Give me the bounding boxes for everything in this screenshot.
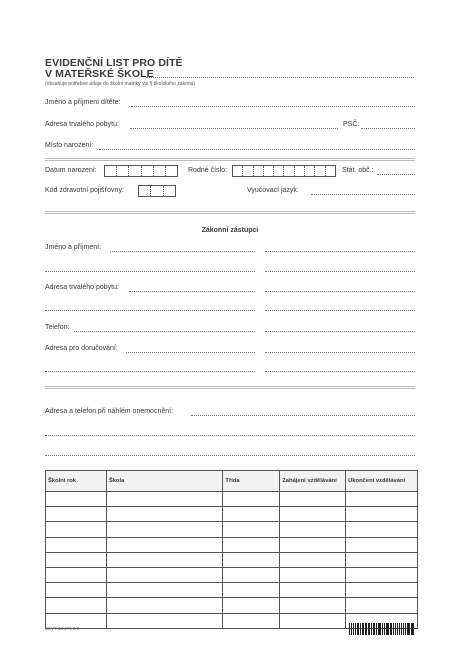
birthnumber-boxes[interactable] (232, 165, 336, 177)
table-cell[interactable] (346, 567, 418, 582)
language-label: Vyučovací jazyk: (247, 187, 299, 194)
barcode-bar (382, 623, 383, 635)
barcode-bar (393, 623, 394, 635)
insurance-label: Kód zdravotní pojišťovny: (45, 187, 124, 194)
barcode-bar (351, 623, 353, 635)
table-cell[interactable] (346, 552, 418, 567)
table-cell[interactable] (223, 537, 280, 552)
table-cell[interactable] (346, 492, 418, 507)
table-row (46, 567, 418, 582)
guardian2-delivery-field-2[interactable] (265, 371, 415, 372)
barcode-bar (401, 623, 402, 635)
barcode-icon (349, 623, 415, 635)
table-cell[interactable] (223, 583, 280, 598)
barcode-bar (412, 623, 414, 635)
guardian1-phone-field[interactable] (74, 331, 255, 332)
barcode-bar (355, 623, 356, 635)
col-school-year: Školní rok (46, 471, 107, 492)
table-cell[interactable] (346, 598, 418, 613)
barcode-bar (366, 623, 367, 635)
table-cell[interactable] (280, 522, 346, 537)
guardian2-address-field[interactable] (265, 291, 415, 292)
language-field[interactable] (311, 194, 415, 195)
birthdate-boxes[interactable] (104, 165, 178, 177)
child-address-label: Adresa trvalého pobytu: (45, 121, 119, 128)
barcode-bar (384, 623, 385, 635)
psc-field[interactable] (361, 128, 415, 129)
birthdate-label: Datum narození: (45, 167, 97, 174)
table-cell[interactable] (46, 537, 107, 552)
table-cell[interactable] (280, 567, 346, 582)
table-cell[interactable] (346, 583, 418, 598)
col-school: Škola (106, 471, 223, 492)
table-cell[interactable] (46, 567, 107, 582)
table-body (46, 492, 418, 629)
birthnumber-label: Rodné číslo: (188, 167, 227, 174)
table-cell[interactable] (346, 522, 418, 537)
citizenship-label: Stát. obč.: (342, 167, 374, 174)
title-dotted-line (146, 77, 414, 78)
table-cell[interactable] (46, 552, 107, 567)
barcode-bar (379, 623, 381, 635)
separator-line (45, 158, 415, 161)
table-row (46, 507, 418, 522)
barcode-bar (399, 623, 400, 635)
guardian2-address-field-2[interactable] (265, 310, 415, 311)
form-title-line2: V MATEŘSKÉ ŠKOLE (45, 68, 154, 80)
barcode-bar (407, 623, 409, 635)
barcode-bar (362, 623, 364, 635)
table-row (46, 583, 418, 598)
guardian2-name-field[interactable] (265, 251, 415, 252)
guardian-address-label: Adresa trvalého pobytu: (45, 284, 119, 291)
table-cell[interactable] (223, 567, 280, 582)
barcode-bar (371, 623, 372, 635)
form-title-line1: EVIDENČNÍ LIST PRO DÍTĚ (45, 57, 183, 69)
barcode-bar (349, 623, 350, 635)
table-cell[interactable] (346, 507, 418, 522)
barcode-bar (360, 623, 361, 635)
table-cell[interactable] (223, 522, 280, 537)
table-cell[interactable] (46, 492, 107, 507)
table-row (46, 598, 418, 613)
table-cell[interactable] (46, 522, 107, 537)
barcode-bar (411, 623, 412, 635)
table-cell[interactable] (280, 598, 346, 613)
table-cell[interactable] (106, 507, 223, 522)
table-cell[interactable] (280, 613, 346, 628)
barcode-bar (368, 623, 370, 635)
table-cell[interactable] (106, 522, 223, 537)
child-name-label: Jméno a příjmení dítěte: (45, 99, 121, 106)
table-row (46, 522, 418, 537)
table-cell[interactable] (223, 552, 280, 567)
guardian1-name-field[interactable] (110, 251, 255, 252)
citizenship-field[interactable] (377, 174, 415, 175)
illness-contact-field[interactable] (191, 415, 415, 416)
barcode-bar (395, 623, 396, 635)
school-history-table (45, 470, 418, 629)
table-row (46, 492, 418, 507)
table-header-row (46, 471, 418, 492)
barcode-bar (405, 623, 406, 635)
barcode-bar (386, 623, 387, 635)
guardian1-delivery-field-2[interactable] (45, 371, 255, 372)
table-cell[interactable] (46, 598, 107, 613)
table-cell[interactable] (280, 583, 346, 598)
illness-contact-field-2[interactable] (45, 435, 415, 436)
barcode-bar (353, 623, 354, 635)
col-start: Zahájení vzdělávání (280, 471, 346, 492)
table-cell[interactable] (106, 567, 223, 582)
table-cell[interactable] (106, 583, 223, 598)
col-end: Ukončení vzdělávání (346, 471, 418, 492)
table-cell[interactable] (223, 507, 280, 522)
col-class: Třída (223, 471, 280, 492)
psc-label: PSČ: (343, 121, 360, 128)
guardian1-address-field-2[interactable] (45, 310, 255, 311)
table-cell[interactable] (280, 492, 346, 507)
guardian-phone-label: Telefon: (45, 324, 70, 331)
barcode-bar (378, 623, 379, 635)
table-cell[interactable] (223, 598, 280, 613)
table-cell[interactable] (280, 507, 346, 522)
barcode-bar (387, 623, 389, 635)
guardian1-delivery-field[interactable] (126, 352, 255, 353)
table-cell[interactable] (106, 598, 223, 613)
table-row (46, 537, 418, 552)
table-cell[interactable] (106, 492, 223, 507)
barcode-bar (373, 623, 375, 635)
table-row (46, 552, 418, 567)
separator-line (45, 386, 415, 389)
guardians-heading: Zákonní zástupci (201, 227, 259, 234)
birthplace-label: Místo narození: (45, 142, 94, 149)
illness-contact-field-3[interactable] (45, 455, 415, 456)
child-name-field[interactable] (131, 106, 415, 107)
table-cell[interactable] (46, 583, 107, 598)
form-subtitle: (obsahuje potřebné údaje do školní matriky viz § školského zákona) (45, 81, 196, 87)
child-address-field[interactable] (130, 128, 338, 129)
table-cell[interactable] (106, 552, 223, 567)
table-cell[interactable] (280, 552, 346, 567)
barcode-bar (390, 623, 392, 635)
barcode-bar (397, 623, 399, 635)
barcode-bar (365, 623, 366, 635)
separator-line (45, 211, 415, 214)
table-cell[interactable] (46, 507, 107, 522)
table-cell[interactable] (223, 492, 280, 507)
guardian1-address-field[interactable] (129, 291, 255, 292)
guardian2-phone-field[interactable] (265, 331, 415, 332)
guardian-delivery-label: Adresa pro doručování: (45, 345, 118, 352)
illness-contact-label: Adresa a telefon při náhlém onemocnění: (45, 408, 174, 415)
guardian-name-label: Jméno a příjmení: (45, 244, 102, 251)
table-cell[interactable] (346, 537, 418, 552)
form-code: SEVT 49 178 0/0 (45, 626, 80, 631)
guardian2-delivery-field[interactable] (265, 352, 415, 353)
table-cell[interactable] (280, 537, 346, 552)
table-cell[interactable] (106, 537, 223, 552)
guardian2-name-field-2[interactable] (265, 271, 415, 272)
guardian1-name-field-2[interactable] (45, 271, 255, 272)
barcode-bar (403, 623, 405, 635)
insurance-boxes[interactable] (138, 185, 176, 197)
barcode-bar (357, 623, 359, 635)
table-cell[interactable] (106, 613, 223, 628)
barcode-bar (376, 623, 377, 635)
table-cell[interactable] (223, 613, 280, 628)
birthplace-field[interactable] (99, 149, 415, 150)
